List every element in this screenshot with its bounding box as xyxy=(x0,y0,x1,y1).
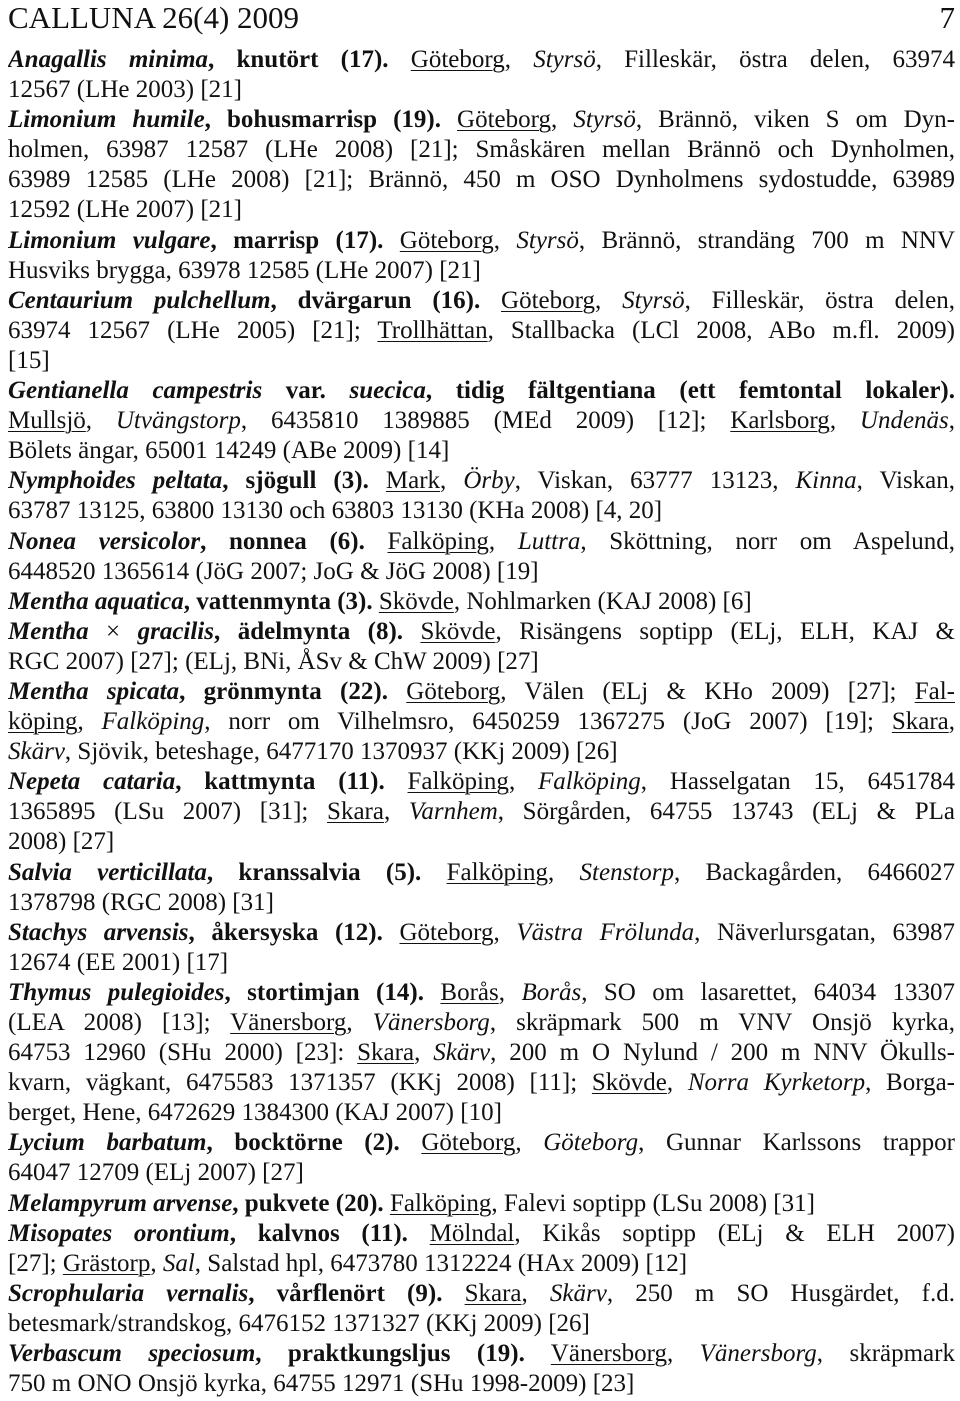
entry-line xyxy=(8,707,955,737)
common-name: , stortimjan (14). xyxy=(224,978,424,1006)
common-name: , ädelmynta (8). xyxy=(214,617,404,645)
species-entry xyxy=(8,677,955,767)
species-list xyxy=(8,45,955,1399)
species-name: Salvia verticillata xyxy=(8,858,207,886)
common-name: , kranssalvia (5). xyxy=(206,858,422,886)
municipality: Mölndal xyxy=(429,1219,515,1247)
common-name: , grönmynta (22). xyxy=(179,677,388,705)
species-name: Stachys arvensis xyxy=(8,918,189,946)
locality: Vänersborg xyxy=(372,1009,490,1036)
hybrid-sign: × xyxy=(88,617,138,645)
record-text: , Sjövik, beteshage, 6477170 1370937 (KKj 2009) [26] xyxy=(64,738,618,766)
common-name: , marrisp (17). xyxy=(210,226,384,254)
record-text: , xyxy=(493,918,517,946)
entry-line xyxy=(8,1369,955,1399)
locality: Falköping xyxy=(538,768,641,796)
record-text xyxy=(383,227,399,254)
municipality: Mark xyxy=(385,467,441,495)
record-text xyxy=(480,287,501,314)
record-text: kvarn, vägkant, 6475583 1371357 (KKj 2008) [11]; xyxy=(8,1069,592,1097)
species-entry xyxy=(8,527,955,587)
species-name: Limonium humile xyxy=(8,106,205,134)
record-text xyxy=(383,919,400,946)
species-name: Mentha aquatica xyxy=(8,587,184,615)
record-text: , skräpmark xyxy=(816,1340,955,1368)
record-text: , Viskan, 63777 13123, xyxy=(514,467,796,495)
entry-line xyxy=(8,75,955,105)
entry-line xyxy=(8,226,955,256)
municipality: Trollhättan xyxy=(377,316,488,344)
species-name: suecica xyxy=(349,377,426,405)
municipality: Göteborg xyxy=(410,46,505,73)
species-entry xyxy=(8,978,955,1128)
locality: Varnhem xyxy=(408,798,498,826)
municipality: Skövde xyxy=(378,587,454,615)
municipality: Grästorp xyxy=(62,1249,151,1277)
common-name: , nonnea (6). xyxy=(200,527,365,555)
record-text: , Sköttning, norr om Aspelund, xyxy=(580,527,955,555)
record-text: , xyxy=(551,106,574,134)
common-name: , kattmynta (11). xyxy=(175,768,385,796)
record-text: (LEA 2008) [13]; xyxy=(8,1009,231,1036)
record-text: , Gunnar Karlssons trappor xyxy=(638,1129,955,1157)
record-text: 1365895 (LSu 2007) [31]; xyxy=(8,798,328,826)
record-text: , xyxy=(346,1009,373,1036)
species-name: Melampyrum arvense xyxy=(8,1189,233,1217)
page-number: 7 xyxy=(939,0,955,35)
common-name: , tidig fältgentiana (ett femtontal lokaler). xyxy=(425,377,955,405)
entry-line xyxy=(8,888,955,918)
record-text: , norr om Vilhelmsro, 6450259 1367275 (JoG 2007) [19]; xyxy=(204,708,892,736)
record-text: Husviks brygga, 63978 12585 (LHe 2007) [21] xyxy=(8,256,481,284)
record-text: 63787 13125, 63800 13130 och 63803 13130 (KHa 2008) [4, 20] xyxy=(8,497,663,525)
record-text: , xyxy=(666,1340,700,1368)
record-text: , Näverlursgatan, 63987 xyxy=(694,918,955,946)
entry-line xyxy=(8,346,955,376)
record-text: , SO om lasarettet, 64034 13307 xyxy=(581,978,955,1006)
record-text xyxy=(408,1220,430,1247)
record-text xyxy=(369,467,386,494)
municipality: Mullsjö xyxy=(8,407,86,435)
entry-line xyxy=(8,647,955,677)
species-name: gracilis xyxy=(137,617,214,645)
record-text: , xyxy=(383,798,409,826)
record-text xyxy=(424,979,440,1006)
record-text: , xyxy=(488,527,518,555)
entry-line xyxy=(8,587,955,617)
municipality: Göteborg xyxy=(457,106,552,134)
species-entry xyxy=(8,1128,955,1188)
species-name: Lycium barbatum xyxy=(8,1129,207,1157)
record-text: 63974 12567 (LHe 2005) [21]; xyxy=(8,316,378,344)
locality: Borås xyxy=(521,978,582,1006)
species-name: Verbascum speciosum xyxy=(8,1340,256,1368)
record-text: , xyxy=(498,978,522,1006)
entry-line xyxy=(8,1128,955,1158)
entry-line xyxy=(8,918,955,948)
entry-line xyxy=(8,737,955,767)
entry-line xyxy=(8,286,955,316)
record-text xyxy=(389,46,411,73)
entry-line xyxy=(8,1068,955,1098)
record-text: , xyxy=(829,407,860,435)
municipality: Göteborg xyxy=(399,226,494,254)
entry-line xyxy=(8,256,955,286)
entry-line xyxy=(8,105,955,135)
common-name: , vattenmynta (3). xyxy=(183,587,373,615)
record-text: 6448520 1365614 (JöG 2007; JoG & JöG 2008) [19] xyxy=(8,557,539,585)
common-name: , dvärgarun (16). xyxy=(270,286,481,314)
species-entry xyxy=(8,1339,955,1399)
species-name: Limonium vulgare xyxy=(8,226,211,254)
municipality: Falköping xyxy=(407,768,509,796)
locality: Styrsö xyxy=(533,46,596,73)
record-text: , 200 m O Nylund / 200 m NNV Ökulls- xyxy=(490,1039,955,1067)
locality: Västra Frölunda xyxy=(516,918,695,946)
species-entry xyxy=(8,466,955,526)
municipality: Vänersborg xyxy=(230,1009,347,1036)
common-name: , bohusmarrisp (19). xyxy=(204,106,441,134)
municipality: Falköping xyxy=(387,527,489,555)
record-text: , 250 m SO Husgärdet, f.d. xyxy=(606,1279,955,1307)
record-text: 750 m ONO Onsjö kyrka, 64755 12971 (SHu 1998-2009) [23] xyxy=(8,1370,635,1398)
record-text: , Sörgården, 64755 13743 (ELj & PLa xyxy=(497,798,955,826)
municipality: Skara xyxy=(357,1039,415,1067)
taxon-rank: var. xyxy=(262,377,350,405)
entry-line xyxy=(8,1189,955,1219)
record-text: , Välen (ELj & KHo 2009) [27]; xyxy=(500,677,915,705)
record-text: , xyxy=(521,1279,550,1307)
municipality: Skövde xyxy=(420,617,496,645)
journal-title: CALLUNA 26(4) 2009 xyxy=(8,0,300,35)
entry-line xyxy=(8,677,955,707)
entry-line xyxy=(8,557,955,587)
municipality: Skara xyxy=(891,708,949,736)
entry-line xyxy=(8,797,955,827)
locality: Göteborg xyxy=(543,1129,639,1157)
municipality: Falköping xyxy=(446,858,548,886)
record-text xyxy=(385,768,408,795)
municipality: Karlsborg xyxy=(730,407,830,435)
record-text: , 6435810 1389885 (MEd 2009) [12]; xyxy=(240,407,731,435)
record-text: , xyxy=(414,1039,434,1067)
municipality: Göteborg xyxy=(501,286,596,314)
record-text: , Borga- xyxy=(865,1069,955,1097)
locality: Vänersborg xyxy=(699,1340,817,1368)
record-text: 63989 12585 (LHe 2008) [21]; Brännö, 450 m OSO Dynholmens sydostudde, 63989 xyxy=(8,166,955,194)
page-header xyxy=(8,0,955,36)
common-name: , kalvnos (11). xyxy=(229,1219,408,1247)
locality: Skärv xyxy=(8,738,65,766)
entry-line xyxy=(8,1249,955,1279)
entry-line xyxy=(8,466,955,496)
municipality: köping xyxy=(8,708,78,736)
record-text: , Filleskär, östra delen, xyxy=(684,286,955,314)
record-text: , xyxy=(508,768,538,796)
record-text xyxy=(400,1129,422,1156)
record-text: , xyxy=(548,858,580,886)
record-text: 1378798 (RGC 2008) [31] xyxy=(8,888,274,916)
species-entry xyxy=(8,226,955,286)
record-text: , Falevi soptipp (LSu 2008) [31] xyxy=(491,1189,815,1217)
record-text: , Risängens soptipp (ELj, ELH, KAJ & xyxy=(495,617,955,645)
municipality: Göteborg xyxy=(421,1129,516,1157)
record-text xyxy=(365,528,388,555)
species-entry xyxy=(8,45,955,105)
common-name: , pukvete (20). xyxy=(232,1189,384,1217)
locality: Norra Kyrketorp xyxy=(687,1069,866,1097)
entry-line xyxy=(8,767,955,797)
species-name: Anagallis minima xyxy=(8,46,209,73)
common-name: , sjögull (3). xyxy=(222,467,369,495)
record-text: 2008) [27] xyxy=(8,828,115,856)
record-text: 12567 (LHe 2003) [21] xyxy=(8,76,242,104)
common-name: , vårflenört (9). xyxy=(248,1279,443,1307)
record-text: , Brännö, viken S om Dyn- xyxy=(635,106,955,134)
locality: Falköping xyxy=(101,708,205,736)
record-text: , skräpmark 500 m VNV Onsjö kyrka, xyxy=(489,1009,955,1036)
locality: Sal xyxy=(162,1249,195,1277)
record-text: 12674 (EE 2001) [17] xyxy=(8,948,229,976)
record-text: , xyxy=(85,407,116,435)
record-text: betesmark/strandskog, 6476152 1371327 (KKj 2009) [26] xyxy=(8,1309,590,1337)
record-text: , Salstad hpl, 6473780 1312224 (HAx 2009) [12] xyxy=(194,1249,688,1277)
record-text: , xyxy=(948,708,955,736)
entry-line xyxy=(8,1219,955,1249)
locality: Örby xyxy=(463,467,515,495)
species-entry xyxy=(8,376,955,466)
entry-line xyxy=(8,1339,955,1369)
species-entry xyxy=(8,587,955,617)
record-text: holmen, 63987 12587 (LHe 2008) [21]; Småskären mellan Brännö och Dynholmen, xyxy=(8,136,955,164)
record-text: [27]; xyxy=(8,1249,63,1277)
locality: Stenstorp xyxy=(579,858,674,886)
locality: Kinna xyxy=(795,467,857,495)
species-name: Mentha xyxy=(8,617,89,645)
entry-line xyxy=(8,978,955,1008)
record-text: [15] xyxy=(8,346,50,374)
record-text: , Filleskär, östra delen, 63974 xyxy=(595,46,955,73)
record-text: , xyxy=(493,226,517,254)
species-entry xyxy=(8,286,955,376)
species-name: Scrophularia vernalis xyxy=(8,1279,249,1307)
entry-line xyxy=(8,135,955,165)
locality: Undenäs xyxy=(859,407,949,435)
entry-line xyxy=(8,527,955,557)
species-entry xyxy=(8,1219,955,1279)
locality: Styrsö xyxy=(622,286,685,314)
species-entry xyxy=(8,105,955,225)
record-text: , Stallbacka (LCl 2008, ABo m.fl. 2009) xyxy=(487,316,955,344)
species-name: Nepeta cataria xyxy=(8,768,176,796)
entry-line xyxy=(8,436,955,466)
record-text xyxy=(403,618,420,645)
species-entry xyxy=(8,767,955,857)
record-text xyxy=(441,106,457,133)
record-text: , xyxy=(666,1069,688,1097)
record-text: , Kikås soptipp (ELj & ELH 2007) xyxy=(514,1219,955,1247)
locality: Skärv xyxy=(433,1039,491,1067)
entry-line xyxy=(8,858,955,888)
record-text: , xyxy=(77,708,102,736)
municipality: Falköping xyxy=(389,1189,492,1217)
entry-line xyxy=(8,1158,955,1188)
species-entry xyxy=(8,858,955,918)
record-text xyxy=(388,678,406,705)
record-text: , Nohlmarken (KAJ 2008) [6] xyxy=(453,587,752,615)
locality: Skärv xyxy=(549,1279,607,1307)
species-name: Gentianella campestris xyxy=(8,377,263,405)
record-text: , xyxy=(504,46,534,73)
municipality: Skara xyxy=(464,1279,522,1307)
record-text: 64753 12960 (SHu 2000) [23]: xyxy=(8,1039,358,1067)
entry-line xyxy=(8,1098,955,1128)
record-text: , Brännö, strandäng 700 m NNV xyxy=(578,226,955,254)
record-text: , Viskan, xyxy=(856,467,955,495)
species-name: Misopates orontium xyxy=(8,1219,230,1247)
common-name: , bocktörne (2). xyxy=(206,1129,400,1157)
species-name: Centaurium pulchellum xyxy=(8,286,271,314)
municipality: Göteborg xyxy=(399,918,494,946)
entry-line xyxy=(8,1008,955,1038)
species-entry xyxy=(8,918,955,978)
record-text: , xyxy=(440,467,464,495)
entry-line xyxy=(8,617,955,647)
entry-line xyxy=(8,1279,955,1309)
record-text: Bölets ängar, 65001 14249 (ABe 2009) [14] xyxy=(8,437,450,465)
municipality: Vänersborg xyxy=(550,1340,667,1368)
common-name: , praktkungsljus (19). xyxy=(255,1340,525,1368)
locality: Styrsö xyxy=(516,226,579,254)
locality: Styrsö xyxy=(573,106,636,134)
entry-line xyxy=(8,45,955,75)
species-entry xyxy=(8,617,955,677)
record-text xyxy=(421,859,446,886)
record-text xyxy=(442,1280,464,1307)
species-name: Thymus pulegioides xyxy=(8,978,225,1006)
species-name: Nonea versicolor xyxy=(8,527,201,555)
species-entry xyxy=(8,1189,955,1219)
record-text: RGC 2007) [27]; (ELj, BNi, ÅSv & ChW 2009) [27] xyxy=(8,647,539,675)
entry-line xyxy=(8,165,955,195)
entry-line xyxy=(8,827,955,857)
record-text: , xyxy=(515,1129,544,1157)
record-text: 12592 (LHe 2007) [21] xyxy=(8,196,242,224)
municipality: Skara xyxy=(327,798,384,826)
record-text: 64047 12709 (ELj 2007) [27] xyxy=(8,1159,304,1187)
record-text: , Hasselgatan 15, 6451784 xyxy=(640,768,955,796)
entry-line xyxy=(8,195,955,225)
entry-line xyxy=(8,1309,955,1339)
entry-line xyxy=(8,406,955,436)
municipality: Fal- xyxy=(914,677,955,705)
municipality: Göteborg xyxy=(406,677,501,705)
entry-line xyxy=(8,948,955,978)
locality: Luttra xyxy=(517,527,581,555)
record-text: , Backagården, 6466027 xyxy=(673,858,955,886)
municipality: Borås xyxy=(440,978,499,1006)
entry-line xyxy=(8,316,955,346)
record-text: , xyxy=(150,1249,163,1277)
species-name: Mentha spicata xyxy=(8,677,180,705)
record-text: , xyxy=(595,286,623,314)
common-name: , åkersyska (12). xyxy=(188,918,383,946)
record-text: , xyxy=(948,407,955,435)
entry-line xyxy=(8,496,955,526)
entry-line xyxy=(8,376,955,406)
locality: Utvängstorp xyxy=(115,407,241,435)
species-name: Nymphoides peltata xyxy=(8,467,223,495)
municipality: Skövde xyxy=(591,1069,667,1097)
common-name: , knutört (17). xyxy=(208,46,389,73)
entry-line xyxy=(8,1038,955,1068)
record-text: berget, Hene, 6472629 1384300 (KAJ 2007) [10] xyxy=(8,1099,502,1127)
record-text xyxy=(525,1340,551,1367)
species-entry xyxy=(8,1279,955,1339)
